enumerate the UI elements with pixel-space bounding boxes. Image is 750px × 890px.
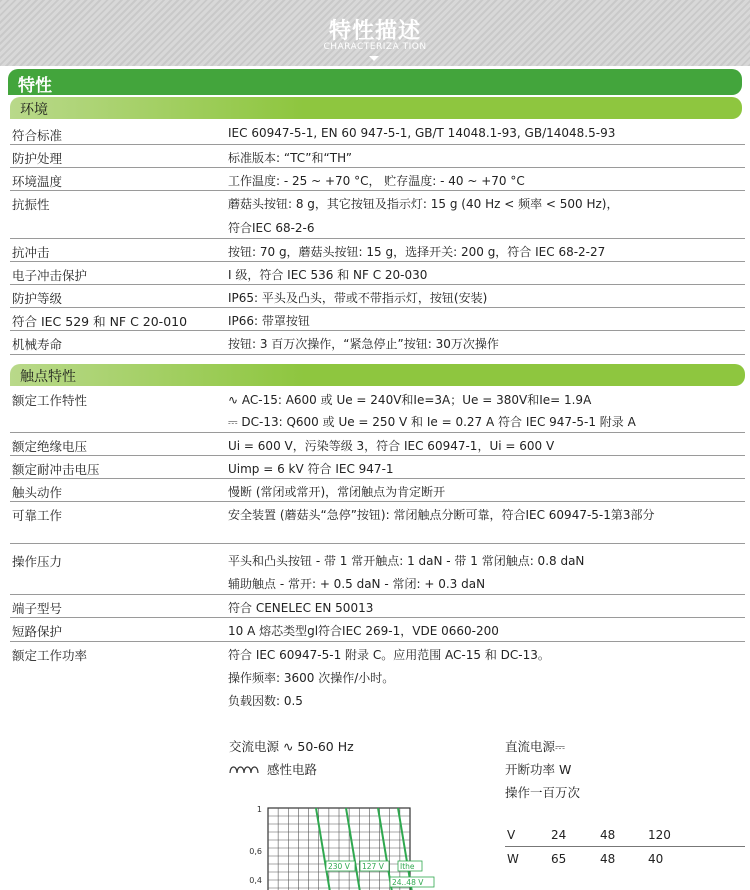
- dc-supply-label: 直流电源⎓: [505, 739, 565, 754]
- table-row: [505, 847, 745, 871]
- banner-title: 特性描述: [328, 19, 421, 44]
- spec-label: 机械寿命: [12, 337, 63, 352]
- table-cell: 120: [648, 828, 671, 842]
- series-line: [346, 808, 360, 890]
- subsection-header-contact: 触点特性: [10, 364, 745, 386]
- spec-value: ∿ AC-15: A600 或 Ue = 240V和Ie=3A；Ue = 380V和Ie= 1.9A: [228, 393, 592, 407]
- spec-row: [10, 642, 745, 722]
- load-factor-chart: [238, 800, 438, 890]
- series-label: Ithe: [400, 862, 415, 871]
- spec-label: 符合 IEC 529 和 NF C 20-010: [12, 314, 188, 329]
- spec-label: 环境温度: [12, 174, 63, 189]
- spec-value: 符合 IEC 60947-5-1 附录 C。应用范围 AC-15 和 DC-13。: [228, 648, 550, 662]
- spec-label: 额定耐冲击电压: [12, 462, 100, 477]
- spec-value: I 级，符合 IEC 536 和 NF C 20-030: [228, 268, 428, 282]
- spec-row: [10, 308, 745, 331]
- spec-value: 操作频率: 3600 次操作/小时。: [228, 671, 395, 685]
- inductor-icon: [229, 764, 261, 774]
- spec-label: 短路保护: [12, 624, 63, 639]
- spec-value: IP65: 平头及凸头，带或不带指示灯，按钮(安装): [228, 291, 488, 305]
- spec-row: [10, 618, 745, 642]
- breaking-power-label: 开断功率 W: [505, 762, 572, 777]
- spec-label: 可靠工作: [12, 508, 63, 523]
- spec-row: [10, 122, 745, 145]
- banner-subtitle: CHARACTERIZA TION: [323, 42, 427, 52]
- spec-row: [10, 168, 745, 191]
- spec-label: 额定绝缘电压: [12, 439, 88, 454]
- spec-label: 电子冲击保护: [12, 268, 88, 283]
- spec-row: [10, 502, 745, 544]
- spec-value: Ui = 600 V，污染等级 3，符合 IEC 60947-1，Ui = 600 V: [228, 439, 555, 453]
- spec-label: 触头动作: [12, 485, 63, 500]
- spec-row: [10, 387, 745, 433]
- spec-label: 抗振性: [12, 197, 50, 212]
- spec-label: 防护等级: [12, 291, 63, 306]
- spec-row: [10, 285, 745, 308]
- chart-series-labels: [326, 861, 434, 887]
- spec-row: [10, 331, 745, 355]
- spec-value: ⎓ DC-13: Q600 或 Ue = 250 V 和 Ie = 0.27 A 符合 IEC 947-5-1 附录 A: [228, 415, 636, 429]
- table-cell: 24: [551, 828, 567, 842]
- spec-value: 符合IEC 68-2-6: [228, 221, 315, 235]
- spec-value: 按钮: 3 百万次操作，“紧急停止”按钮: 30万次操作: [228, 337, 499, 351]
- subsection-header-environment: 环境: [10, 97, 742, 119]
- spec-value: IEC 60947-5-1, EN 60 947-5-1, GB/T 14048.1-93, GB/14048.5-93: [228, 126, 616, 140]
- spec-row: [10, 433, 745, 456]
- spec-label: 额定工作功率: [12, 648, 88, 663]
- series-label: 230 V: [328, 862, 350, 871]
- series-line: [316, 808, 330, 890]
- spec-label: 端子型号: [12, 601, 63, 616]
- spec-value: 平头和凸头按钮 - 带 1 常开触点: 1 daN - 带 1 常闭触点: 0.8 daN: [228, 554, 585, 568]
- spec-value: IP66: 带罩按钮: [228, 314, 310, 328]
- spec-value: 蘑菇头按钮: 8 g，其它按钮及指示灯: 15 g (40 Hz < 频率 < 500 Hz)，: [228, 197, 619, 211]
- spec-row: [10, 479, 745, 502]
- section-banner: [0, 0, 750, 66]
- spec-label: 操作压力: [12, 554, 63, 569]
- spec-value: 慢断 (常闭或常开)，常闭触点为肯定断开: [228, 485, 446, 499]
- ac-supply-label: 交流电源 ∿ 50-60 Hz: [229, 739, 354, 754]
- chart-ticks: [249, 805, 262, 885]
- section-header-characteristics: 特性: [8, 69, 742, 95]
- series-label: 24..48 V: [392, 878, 424, 887]
- spec-row: [10, 191, 745, 239]
- spec-value: 10 A 熔芯类型gl符合IEC 269-1，VDE 0660-200: [228, 624, 499, 638]
- spec-value: 标准版本: “TC”和“TH”: [228, 151, 352, 165]
- spec-label: 抗冲击: [12, 245, 50, 260]
- spec-value: 安全装置 (蘑菇头“急停”按钮): 常闭触点分断可靠，符合IEC 60947-5-1第3部分: [228, 508, 655, 522]
- spec-value: 符合 CENELEC EN 50013: [228, 601, 374, 615]
- spec-label: 额定工作特性: [12, 393, 88, 408]
- spec-value: 辅助触点 - 常开: + 0.5 daN - 常闭: + 0.3 daN: [228, 577, 486, 591]
- chevron-down-icon: [369, 56, 379, 61]
- series-label: 127 V: [362, 862, 384, 871]
- y-tick-label: 0,4: [249, 876, 262, 885]
- table-row-head: V: [507, 828, 516, 842]
- spec-value: 按钮: 70 g，蘑菇头按钮: 15 g，选择开关: 200 g，符合 IEC 68-2-27: [228, 245, 606, 259]
- table-row-head: W: [507, 852, 519, 866]
- spec-value: 工作温度: - 25 ~ +70 °C， 贮存温度: - 40 ~ +70 °C: [228, 174, 525, 188]
- spec-value: Uimp = 6 kV 符合 IEC 947-1: [228, 462, 394, 476]
- table-cell: 65: [551, 852, 567, 866]
- table-row: [505, 823, 745, 847]
- million-operations-label: 操作一百万次: [505, 785, 581, 800]
- table-cell: 48: [600, 852, 616, 866]
- spec-label: 防护处理: [12, 151, 63, 166]
- y-tick-label: 0,6: [249, 847, 262, 856]
- spec-row: [10, 262, 745, 285]
- spec-row: [10, 544, 745, 595]
- table-cell: 40: [648, 852, 664, 866]
- table-cell: 48: [600, 828, 616, 842]
- spec-row: [10, 239, 745, 262]
- spec-row: [10, 145, 745, 168]
- spec-label: 符合标准: [12, 128, 63, 143]
- spec-row: [10, 456, 745, 479]
- y-tick-label: 1: [256, 805, 262, 814]
- spec-row: [10, 595, 745, 618]
- inductive-circuit-row: [229, 760, 317, 778]
- inductive-circuit-label: 感性电路: [267, 762, 318, 777]
- spec-value: 负载因数: 0.5: [228, 694, 303, 708]
